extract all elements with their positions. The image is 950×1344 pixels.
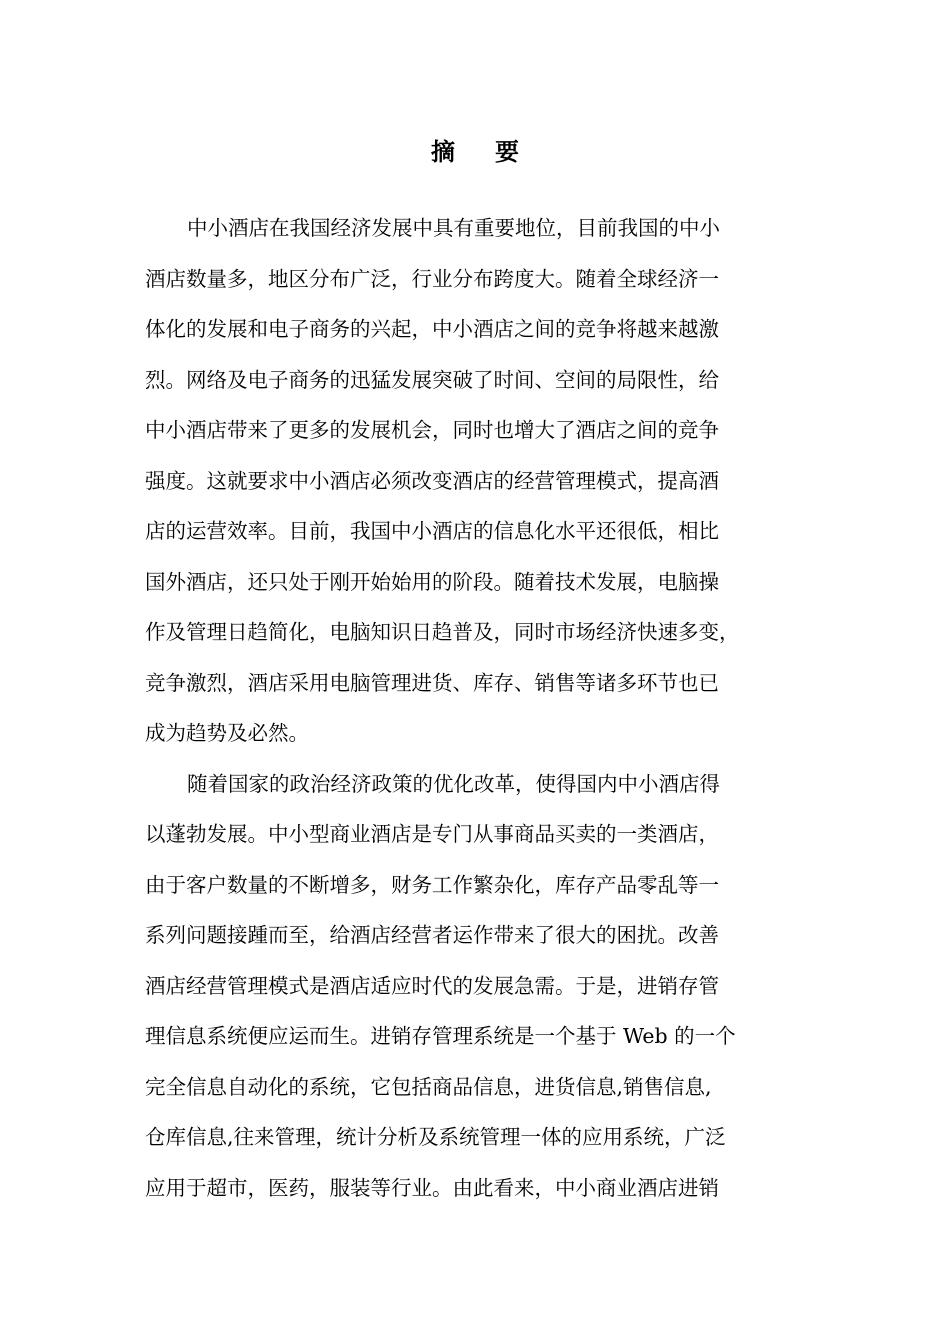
paragraph-line: 竞争激烈，酒店采用电脑管理进货、库存、销售等诸多环节也已 [145,670,719,695]
paragraph-line: 以蓬勃发展。中小型商业酒店是专门从事商品买卖的一类酒店， [145,822,719,846]
paragraph-line: 中小酒店带来了更多的发展机会，同时也增大了酒店之间的竞争 [145,418,719,442]
page-title [0,134,950,170]
paragraph-line: 仓库信息,往来管理，统计分析及系统管理一体的应用系统，广泛 [145,1125,726,1149]
abstract-body [145,203,805,1213]
paragraph-line: 中小酒店在我国经济发展中具有重要地位，目前我国的中小 [187,216,720,240]
paragraph-line: 作及管理日趋简化，电脑知识日趋普及，同时市场经济快速多变， [145,620,740,644]
paragraph-line: 体化的发展和电子商务的兴起，中小酒店之间的竞争将越来越激 [145,317,719,341]
paragraph-line: 系列问题接踵而至，给酒店经营者运作带来了很大的困扰。改善 [145,923,719,947]
paragraph-line: 强度。这就要求中小酒店必须改变酒店的经营管理模式，提高酒 [145,468,719,493]
paragraph-line: 由于客户数量的不断增多，财务工作繁杂化，库存产品零乱等一 [145,872,719,897]
paragraph-line: 成为趋势及必然。 [145,721,309,745]
paragraph-line: 店的运营效率。目前，我国中小酒店的信息化水平还很低，相比 [145,519,719,543]
paragraph-line: 烈。网络及电子商务的迅猛发展突破了时间、空间的局限性，给 [145,367,719,392]
paragraph-2 [145,759,805,1214]
paragraph-1 [145,203,805,759]
paragraph-line: 理信息系统便应运而生。进销存管理系统是一个基于 Web 的一个 [145,1024,736,1048]
paragraph-line: 酒店数量多，地区分布广泛，行业分布跨度大。随着全球经济一 [145,266,719,291]
title-char-1: 摘 [431,138,455,166]
title-char-2: 要 [495,138,519,166]
paragraph-line: 应用于超市，医药，服装等行业。由此看来，中小商业酒店进销 [145,1175,719,1200]
paragraph-line: 随着国家的政治经济政策的优化改革，使得国内中小酒店得 [187,771,720,796]
paragraph-line: 国外酒店，还只处于刚开始始用的阶段。随着技术发展，电脑操 [145,569,719,594]
paragraph-line: 完全信息自动化的系统，它包括商品信息，进货信息,销售信息, [145,1074,712,1099]
paragraph-line: 酒店经营管理模式是酒店适应时代的发展急需。于是，进销存管 [145,973,719,998]
